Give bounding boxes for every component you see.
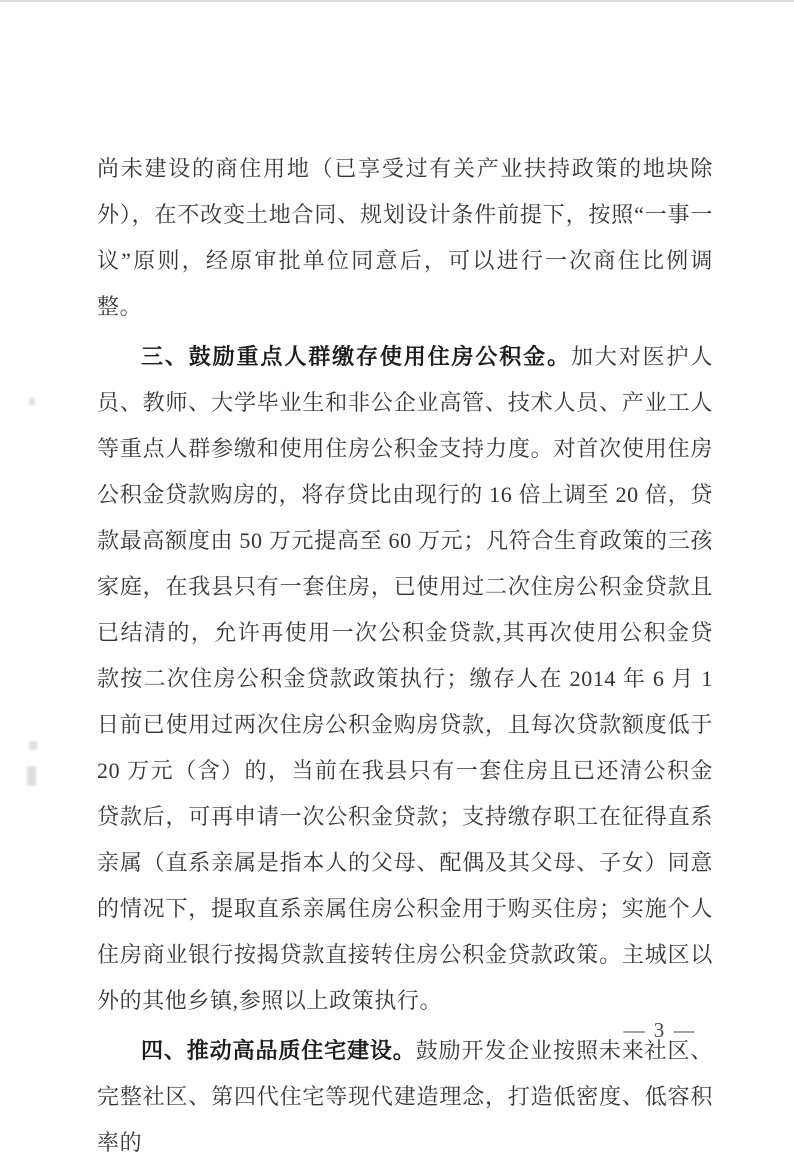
scan-artifact bbox=[29, 398, 35, 405]
document-text-block bbox=[97, 146, 713, 1166]
section-4-body-text: 鼓励开发企业按照未来社区、完整社区、第四代住宅等现代建造理念，打造低密度、低容积率的 bbox=[97, 1038, 713, 1155]
paragraph-section-4 bbox=[97, 1028, 713, 1166]
section-3-heading: 三、鼓励重点人群缴存使用住房公积金。 bbox=[141, 344, 571, 369]
page-number: — 3 — bbox=[623, 1018, 697, 1042]
section-3-body-text: 加大对医护人员、教师、大学毕业生和非公企业高管、技术人员、产业工人等重点人群参缴和使用住房公积金支持力度。对首次使用住房公积金贷款购房的，将存贷比由现行的 16 倍上调至 20 倍，贷款最高额度由 50 万元提高至 60 万元；凡符合生育政策的三孩家庭，在我县只有一套住房，已使用过二次住房公积金贷款且已结清的，允许再使用一次公积金贷款,其再次使用公积金贷款按二次住房公积金贷款政策执行；缴存人在 2014 年 6 月 1 日前已使用过两次住房公积金购房贷款，且每次贷款额度低于 20 万元（含）的，当前在我县只有一套住房且已还清公积金贷款后，可再申请一次公积金贷款；支持缴存职工在征得直系亲属（直系亲属是指本人的父母、配偶及其父母、子女）同意的情况下，提取直系亲属住房公积金用于购买住房；实施个人住房商业银行按揭贷款直接转住房公积金贷款政策。主城区以外的其他乡镇,参照以上政策执行。 bbox=[97, 344, 713, 1013]
paragraph-continuation-text: 尚未建设的商住用地（已享受过有关产业扶持政策的地块除外），在不改变土地合同、规划设计条件前提下，按照“一事一议”原则，经原审批单位同意后，可以进行一次商住比例调整。 bbox=[97, 156, 713, 319]
paragraph-continuation bbox=[97, 146, 713, 330]
scan-artifact bbox=[29, 741, 37, 750]
section-4-heading: 四、推动高品质住宅建设。 bbox=[141, 1038, 416, 1063]
scan-artifact bbox=[27, 766, 36, 786]
scan-edge-shadow bbox=[0, 0, 794, 2]
paragraph-section-3 bbox=[97, 334, 713, 1024]
